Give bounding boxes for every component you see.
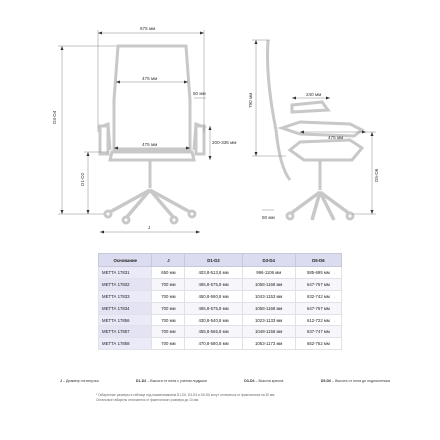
table-row [99,302,342,314]
table-cell: 430,8-540,8 мм [185,314,242,326]
table-cell: 403,8-513,8 мм [185,267,242,279]
table-cell: 647-757 мм [295,302,341,314]
dim-armrest-height: 200-336 мм [212,140,237,145]
table-cell: МЕТТА 17831 [99,267,152,279]
table-row [99,314,342,326]
dim-back-height: 790 мм [248,92,253,108]
table-cell: МЕТТА 17832 [99,278,152,290]
legend-key: D3-D4 [244,379,255,383]
table-cell: 700 мм [152,302,185,314]
table-cell: 1043-1153 мм [242,290,295,302]
legend-item [244,379,283,383]
dim-headrest-depth: 240 мм [306,92,322,97]
table-cell: МЕТТА 17834 [99,302,152,314]
dim-seat-depth: 475 мм [328,135,344,140]
legend-text: – Высота кресла [255,379,284,383]
table-cell: 1063-1173 мм [242,338,295,350]
table-row [99,267,342,279]
footnote: Остальные габариты отличаются от фактического размера до 10 мм. [96,398,199,403]
table-cell: 455,8-565,8 мм [185,326,242,338]
column-header: J [152,254,185,267]
table-cell: 450,8-560,8 мм [185,290,242,302]
dim-d5-d6: D5-D6 [374,168,379,182]
table-cell: 1023-1133 мм [242,314,295,326]
footnote: * Габаритные размеры в таблице под наименованием D1-D2, D3-D4 и D5-D6 могут отличаться от фактических на 30 мм. [96,393,276,397]
legend-key: D1-D2 [135,379,147,383]
legend-key: J [60,379,62,383]
legend-item [60,379,99,383]
column-header: Основание [99,254,152,267]
dimensions-table [98,253,342,350]
table-cell: 465,8-575,8 мм [185,302,242,314]
table-cell: МЕТТА 17857 [99,326,152,338]
front-view-chair [98,46,206,223]
table-cell: 637-747 мм [295,326,341,338]
column-header: D5-D6 [295,254,341,267]
table-cell: 1058-1168 мм [242,302,295,314]
table-cell: 612-722 мм [295,314,341,326]
table-cell: 700 мм [152,290,185,302]
table-row [99,326,342,338]
legend-item [321,379,390,383]
table-cell: МЕТТА 17856 [99,314,152,326]
footnotes [96,393,356,403]
dim-armrest-width: 50 мм [193,91,206,96]
dim-back-width: 475 мм [142,76,158,81]
table-cell: 700 мм [152,326,185,338]
dim-total-width: 675 мм [140,26,156,31]
table-cell: 700 мм [152,314,185,326]
table-cell: МЕТТА 17858 [99,338,152,350]
column-header: D1-D2 [185,254,242,267]
column-header: D3-D4 [242,254,295,267]
table-cell: 700 мм [152,338,185,350]
legend-text: – Диаметр пятилучья [63,379,99,383]
dim-base-offset: 50 мм [262,215,275,220]
table-cell: 650 мм [152,267,185,279]
table-cell: 647-757 мм [295,278,341,290]
table-cell: 1058-1168 мм [242,278,295,290]
table-cell: МЕТТА 17833 [99,290,152,302]
side-view-chair [267,40,362,220]
table-cell: 996-1106 мм [242,267,295,279]
table-cell: 585-695 мм [295,267,341,279]
dim-seat-width: 475 мм [142,142,158,147]
legend-item [136,379,207,383]
legend-text: – Высота от пола с учетом подушки [147,379,207,383]
table-cell: 652-762 мм [295,338,341,350]
table-row [99,290,342,302]
legend [60,379,390,383]
table-cell: 1048-1158 мм [242,326,295,338]
table-cell: 700 мм [152,278,185,290]
table-cell: 465,8-575,8 мм [185,278,242,290]
dim-base: J [148,225,151,230]
dim-d3-d4: D3-D4 [52,110,57,124]
legend-text: – Высота от пола до подлокотника [332,379,390,383]
table-row [99,278,342,290]
table-header-row [99,254,342,267]
table-cell: 470,8-580,8 мм [185,338,242,350]
table-cell: 632-742 мм [295,290,341,302]
dim-d1-d2: D1-D2 [80,172,85,186]
table-row [99,338,342,350]
legend-key: D5-D6 [320,379,332,383]
